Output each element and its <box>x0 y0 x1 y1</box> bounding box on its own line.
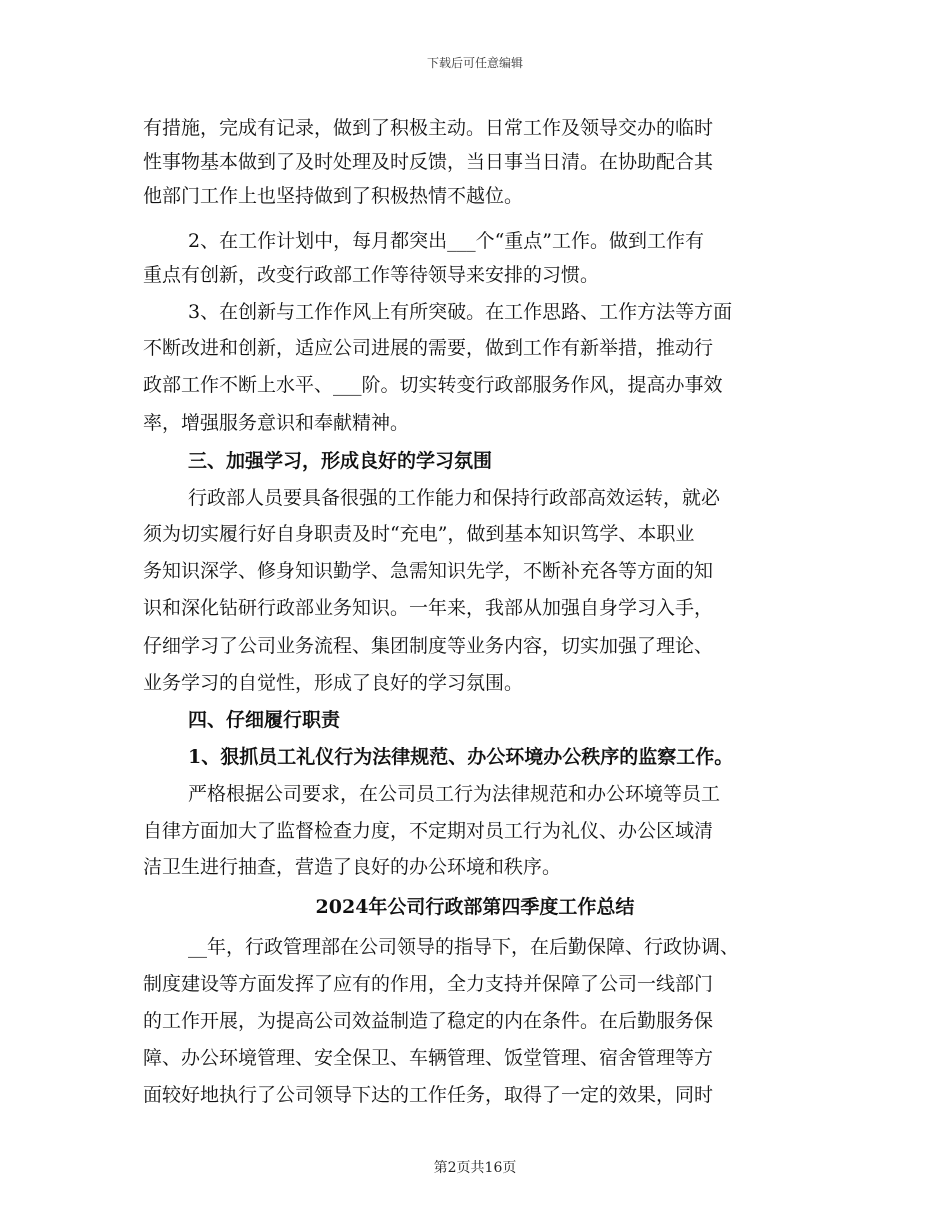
body-line: 有措施，完成有记录，做到了积极主动。日常工作及领导交办的临时 <box>143 117 714 139</box>
body-line: 制度建设等方面发挥了应有的作用，全力支持并保障了公司一线部门 <box>143 973 714 995</box>
body-line: 率，增强服务意识和奉献精神。 <box>143 412 410 434</box>
body-line: 严格根据公司要求，在公司员工行为法律规范和办公环境等员工 <box>188 783 721 805</box>
section-heading: 三、加强学习，形成良好的学习氛围 <box>188 450 493 472</box>
body-line: 障、办公环境管理、安全保卫、车辆管理、饭堂管理、宿舍管理等方 <box>143 1047 714 1069</box>
subsection-heading: 1、狠抓员工礼仪行为法律规范、办公环境办公秩序的监察工作。 <box>188 746 734 768</box>
body-line: 3、在创新与工作作风上有所突破。在工作思路、工作方法等方面 <box>188 301 733 323</box>
body-line: 面较好地执行了公司领导下达的工作任务，取得了一定的效果，同时 <box>143 1084 714 1106</box>
body-line: 重点有创新，改变行政部工作等待领导来安排的习惯。 <box>143 264 600 286</box>
body-line: 他部门工作上也坚持做到了积极热情不越位。 <box>143 185 524 207</box>
body-line: 仔细学习了公司业务流程、集团制度等业务内容，切实加强了理论、 <box>143 635 714 657</box>
body-line: 识和深化钻研行政部业务知识。一年来，我部从加强自身学习入手， <box>143 597 714 619</box>
body-line: 政部工作不断上水平、___阶。切实转变行政部服务作风，提高办事效 <box>143 374 723 396</box>
body-line: 行政部人员要具备很强的工作能力和保持行政部高效运转，就必 <box>188 487 721 509</box>
page-footer: 第2页共16页 <box>433 1160 517 1176</box>
body-line: 业务学习的自觉性，形成了良好的学习氛围。 <box>143 672 524 694</box>
body-line: 须为切实履行好自身职责及时“充电”，做到基本知识笃学、本职业 <box>143 523 695 545</box>
body-line: 洁卫生进行抽查，营造了良好的办公环境和秩序。 <box>143 856 562 878</box>
page-header: 下载后可任意编辑 <box>426 56 523 70</box>
body-line: 务知识深学、修身知识勤学、急需知识先学，不断补充各等方面的知 <box>143 560 714 582</box>
body-line: __年，行政管理部在公司领导的指导下，在后勤保障、行政协调、 <box>188 936 740 958</box>
section-heading: 四、仔细履行职责 <box>188 709 341 731</box>
body-line: 不断改进和创新，适应公司进展的需要，做到工作有新举措，推动行 <box>143 337 714 359</box>
body-line: 自律方面加大了监督检查力度，不定期对员工行为礼仪、办公区域清 <box>143 820 714 842</box>
body-line: 性事物基本做到了及时处理及时反馈，当日事当日清。在协助配合其 <box>143 151 714 173</box>
document-title: 2024年公司行政部第四季度工作总结 <box>315 896 635 918</box>
body-line: 2、在工作计划中，每月都突出___个“重点”工作。做到工作有 <box>188 230 705 252</box>
body-line: 的工作开展，为提高公司效益制造了稳定的内在条件。在后勤服务保 <box>143 1010 714 1032</box>
